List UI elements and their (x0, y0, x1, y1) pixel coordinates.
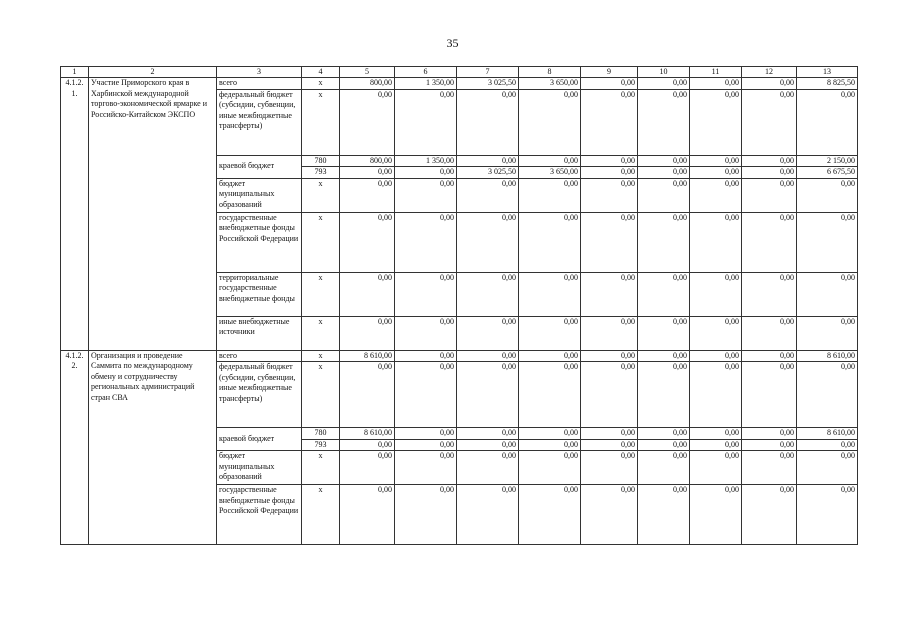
amount-cell: 0,00 (742, 89, 797, 155)
budget-code: x (302, 451, 340, 485)
amount-cell: 0,00 (395, 316, 457, 350)
amount-cell: 0,00 (395, 451, 457, 485)
amount-cell: 0,00 (340, 485, 395, 545)
amount-cell: 0,00 (638, 428, 690, 440)
amount-cell: 0,00 (581, 178, 638, 212)
table-row (61, 350, 858, 362)
item-name: Организация и проведение Саммита по международному обмену и сотрудничеству региональных администраций стран СВА (89, 350, 217, 545)
amount-cell: 0,00 (690, 167, 742, 179)
amount-cell: 0,00 (395, 212, 457, 272)
amount-cell: 0,00 (340, 272, 395, 316)
amount-cell: 0,00 (457, 451, 519, 485)
amount-cell: 0,00 (690, 316, 742, 350)
amount-cell: 0,00 (395, 178, 457, 212)
budget-code: x (302, 362, 340, 428)
amount-cell: 0,00 (638, 78, 690, 90)
item-code: 4.1.2. 2. (61, 350, 89, 545)
amount-cell: 0,00 (797, 272, 858, 316)
amount-cell: 0,00 (581, 485, 638, 545)
amount-cell: 8 610,00 (797, 350, 858, 362)
amount-cell: 0,00 (581, 167, 638, 179)
amount-cell: 0,00 (742, 155, 797, 167)
amount-cell: 0,00 (742, 485, 797, 545)
amount-cell: 0,00 (638, 89, 690, 155)
amount-cell: 0,00 (797, 439, 858, 451)
amount-cell: 0,00 (519, 485, 581, 545)
budget-code: x (302, 485, 340, 545)
amount-cell: 0,00 (581, 316, 638, 350)
amount-cell: 0,00 (742, 272, 797, 316)
amount-cell: 0,00 (638, 178, 690, 212)
funding-source: бюджет муниципальных образований (217, 178, 302, 212)
funding-source: государственные внебюджетные фонды Российской Федерации (217, 212, 302, 272)
budget-code: x (302, 89, 340, 155)
budget-code: x (302, 212, 340, 272)
budget-code: 793 (302, 439, 340, 451)
amount-cell: 0,00 (340, 362, 395, 428)
item-name: Участие Приморского края в Харбинской международной торгово-экономической ярмарке и Российско-Китайском ЭКСПО (89, 78, 217, 351)
amount-cell: 0,00 (395, 89, 457, 155)
amount-cell: 0,00 (690, 155, 742, 167)
amount-cell: 800,00 (340, 155, 395, 167)
amount-cell: 0,00 (395, 362, 457, 428)
amount-cell: 0,00 (742, 350, 797, 362)
header-cell: 5 (340, 67, 395, 78)
header-cell: 13 (797, 67, 858, 78)
amount-cell: 0,00 (457, 316, 519, 350)
budget-code: 793 (302, 167, 340, 179)
amount-cell: 0,00 (519, 362, 581, 428)
amount-cell: 0,00 (797, 485, 858, 545)
amount-cell: 0,00 (340, 439, 395, 451)
funding-source: территориальные государственные внебюджетные фонды (217, 272, 302, 316)
amount-cell: 0,00 (742, 212, 797, 272)
amount-cell: 0,00 (457, 212, 519, 272)
amount-cell: 0,00 (742, 428, 797, 440)
amount-cell: 0,00 (690, 428, 742, 440)
amount-cell: 0,00 (519, 178, 581, 212)
amount-cell: 0,00 (395, 428, 457, 440)
item-code: 4.1.2. 1. (61, 78, 89, 351)
amount-cell: 3 025,50 (457, 78, 519, 90)
amount-cell: 0,00 (395, 485, 457, 545)
funding-source: краевой бюджет (217, 428, 302, 451)
amount-cell: 0,00 (519, 428, 581, 440)
amount-cell: 0,00 (638, 439, 690, 451)
page-number: 35 (446, 36, 459, 50)
amount-cell: 0,00 (742, 78, 797, 90)
amount-cell: 0,00 (797, 89, 858, 155)
header-cell: 4 (302, 67, 340, 78)
amount-cell: 0,00 (690, 362, 742, 428)
amount-cell: 8 825,50 (797, 78, 858, 90)
budget-code: x (302, 316, 340, 350)
amount-cell: 0,00 (638, 362, 690, 428)
amount-cell: 0,00 (457, 428, 519, 440)
amount-cell: 0,00 (457, 350, 519, 362)
amount-cell: 0,00 (581, 272, 638, 316)
amount-cell: 0,00 (797, 362, 858, 428)
funding-source: государственные внебюджетные фонды Российской Федерации (217, 485, 302, 545)
amount-cell: 0,00 (638, 212, 690, 272)
amount-cell: 0,00 (742, 439, 797, 451)
budget-code: 780 (302, 155, 340, 167)
amount-cell: 0,00 (638, 451, 690, 485)
table-row (61, 78, 858, 90)
amount-cell: 0,00 (457, 155, 519, 167)
amount-cell: 8 610,00 (340, 350, 395, 362)
amount-cell: 3 650,00 (519, 167, 581, 179)
funding-source: федеральный бюджет (субсидии, субвенции, иные межбюджетные трансферты) (217, 362, 302, 428)
amount-cell: 8 610,00 (797, 428, 858, 440)
header-cell: 6 (395, 67, 457, 78)
amount-cell: 0,00 (581, 451, 638, 485)
amount-cell: 0,00 (457, 272, 519, 316)
amount-cell: 0,00 (340, 316, 395, 350)
amount-cell: 0,00 (690, 350, 742, 362)
amount-cell: 0,00 (638, 316, 690, 350)
amount-cell: 0,00 (340, 451, 395, 485)
budget-code: x (302, 78, 340, 90)
amount-cell: 3 025,50 (457, 167, 519, 179)
budget-table (60, 66, 858, 545)
amount-cell: 0,00 (519, 272, 581, 316)
amount-cell: 0,00 (457, 89, 519, 155)
budget-code: 780 (302, 428, 340, 440)
amount-cell: 8 610,00 (340, 428, 395, 440)
amount-cell: 0,00 (797, 316, 858, 350)
amount-cell: 0,00 (581, 362, 638, 428)
amount-cell: 0,00 (395, 167, 457, 179)
amount-cell: 0,00 (581, 78, 638, 90)
amount-cell: 0,00 (581, 212, 638, 272)
header-cell: 11 (690, 67, 742, 78)
amount-cell: 6 675,50 (797, 167, 858, 179)
header-cell: 9 (581, 67, 638, 78)
amount-cell: 1 350,00 (395, 155, 457, 167)
amount-cell: 0,00 (638, 155, 690, 167)
budget-code: x (302, 350, 340, 362)
amount-cell: 0,00 (581, 439, 638, 451)
amount-cell: 0,00 (690, 439, 742, 451)
amount-cell: 0,00 (690, 212, 742, 272)
amount-cell: 0,00 (340, 178, 395, 212)
amount-cell: 0,00 (638, 167, 690, 179)
amount-cell: 0,00 (457, 485, 519, 545)
amount-cell: 0,00 (797, 178, 858, 212)
header-cell: 2 (89, 67, 217, 78)
header-cell: 10 (638, 67, 690, 78)
amount-cell: 0,00 (340, 212, 395, 272)
amount-cell: 0,00 (581, 350, 638, 362)
amount-cell: 0,00 (581, 155, 638, 167)
funding-source: всего (217, 350, 302, 362)
amount-cell: 0,00 (690, 178, 742, 212)
amount-cell: 0,00 (581, 428, 638, 440)
amount-cell: 0,00 (742, 316, 797, 350)
header-cell: 1 (61, 67, 89, 78)
amount-cell: 0,00 (638, 485, 690, 545)
funding-source: бюджет муниципальных образований (217, 451, 302, 485)
amount-cell: 0,00 (340, 167, 395, 179)
budget-code: x (302, 272, 340, 316)
amount-cell: 0,00 (690, 485, 742, 545)
amount-cell: 0,00 (742, 178, 797, 212)
amount-cell: 0,00 (395, 439, 457, 451)
amount-cell: 0,00 (457, 362, 519, 428)
amount-cell: 0,00 (519, 350, 581, 362)
amount-cell: 0,00 (457, 439, 519, 451)
header-cell: 8 (519, 67, 581, 78)
amount-cell: 0,00 (690, 451, 742, 485)
funding-source: краевой бюджет (217, 155, 302, 178)
amount-cell: 0,00 (519, 316, 581, 350)
amount-cell: 0,00 (797, 212, 858, 272)
amount-cell: 0,00 (638, 272, 690, 316)
amount-cell: 0,00 (457, 178, 519, 212)
amount-cell: 2 150,00 (797, 155, 858, 167)
header-cell: 12 (742, 67, 797, 78)
amount-cell: 0,00 (638, 350, 690, 362)
amount-cell: 0,00 (340, 89, 395, 155)
amount-cell: 0,00 (690, 89, 742, 155)
header-row (61, 67, 858, 78)
amount-cell: 0,00 (519, 212, 581, 272)
amount-cell: 0,00 (690, 272, 742, 316)
header-cell: 7 (457, 67, 519, 78)
amount-cell: 0,00 (742, 362, 797, 428)
amount-cell: 3 650,00 (519, 78, 581, 90)
amount-cell: 1 350,00 (395, 78, 457, 90)
amount-cell: 0,00 (519, 451, 581, 485)
amount-cell: 0,00 (519, 155, 581, 167)
amount-cell: 0,00 (519, 89, 581, 155)
funding-source: иные внебюджетные источники (217, 316, 302, 350)
funding-source: федеральный бюджет (субсидии, субвенции, иные межбюджетные трансферты) (217, 89, 302, 155)
amount-cell: 0,00 (742, 451, 797, 485)
funding-source: всего (217, 78, 302, 90)
amount-cell: 0,00 (519, 439, 581, 451)
amount-cell: 800,00 (340, 78, 395, 90)
amount-cell: 0,00 (395, 350, 457, 362)
amount-cell: 0,00 (581, 89, 638, 155)
budget-code: x (302, 178, 340, 212)
amount-cell: 0,00 (797, 451, 858, 485)
header-cell: 3 (217, 67, 302, 78)
amount-cell: 0,00 (742, 167, 797, 179)
amount-cell: 0,00 (395, 272, 457, 316)
amount-cell: 0,00 (690, 78, 742, 90)
